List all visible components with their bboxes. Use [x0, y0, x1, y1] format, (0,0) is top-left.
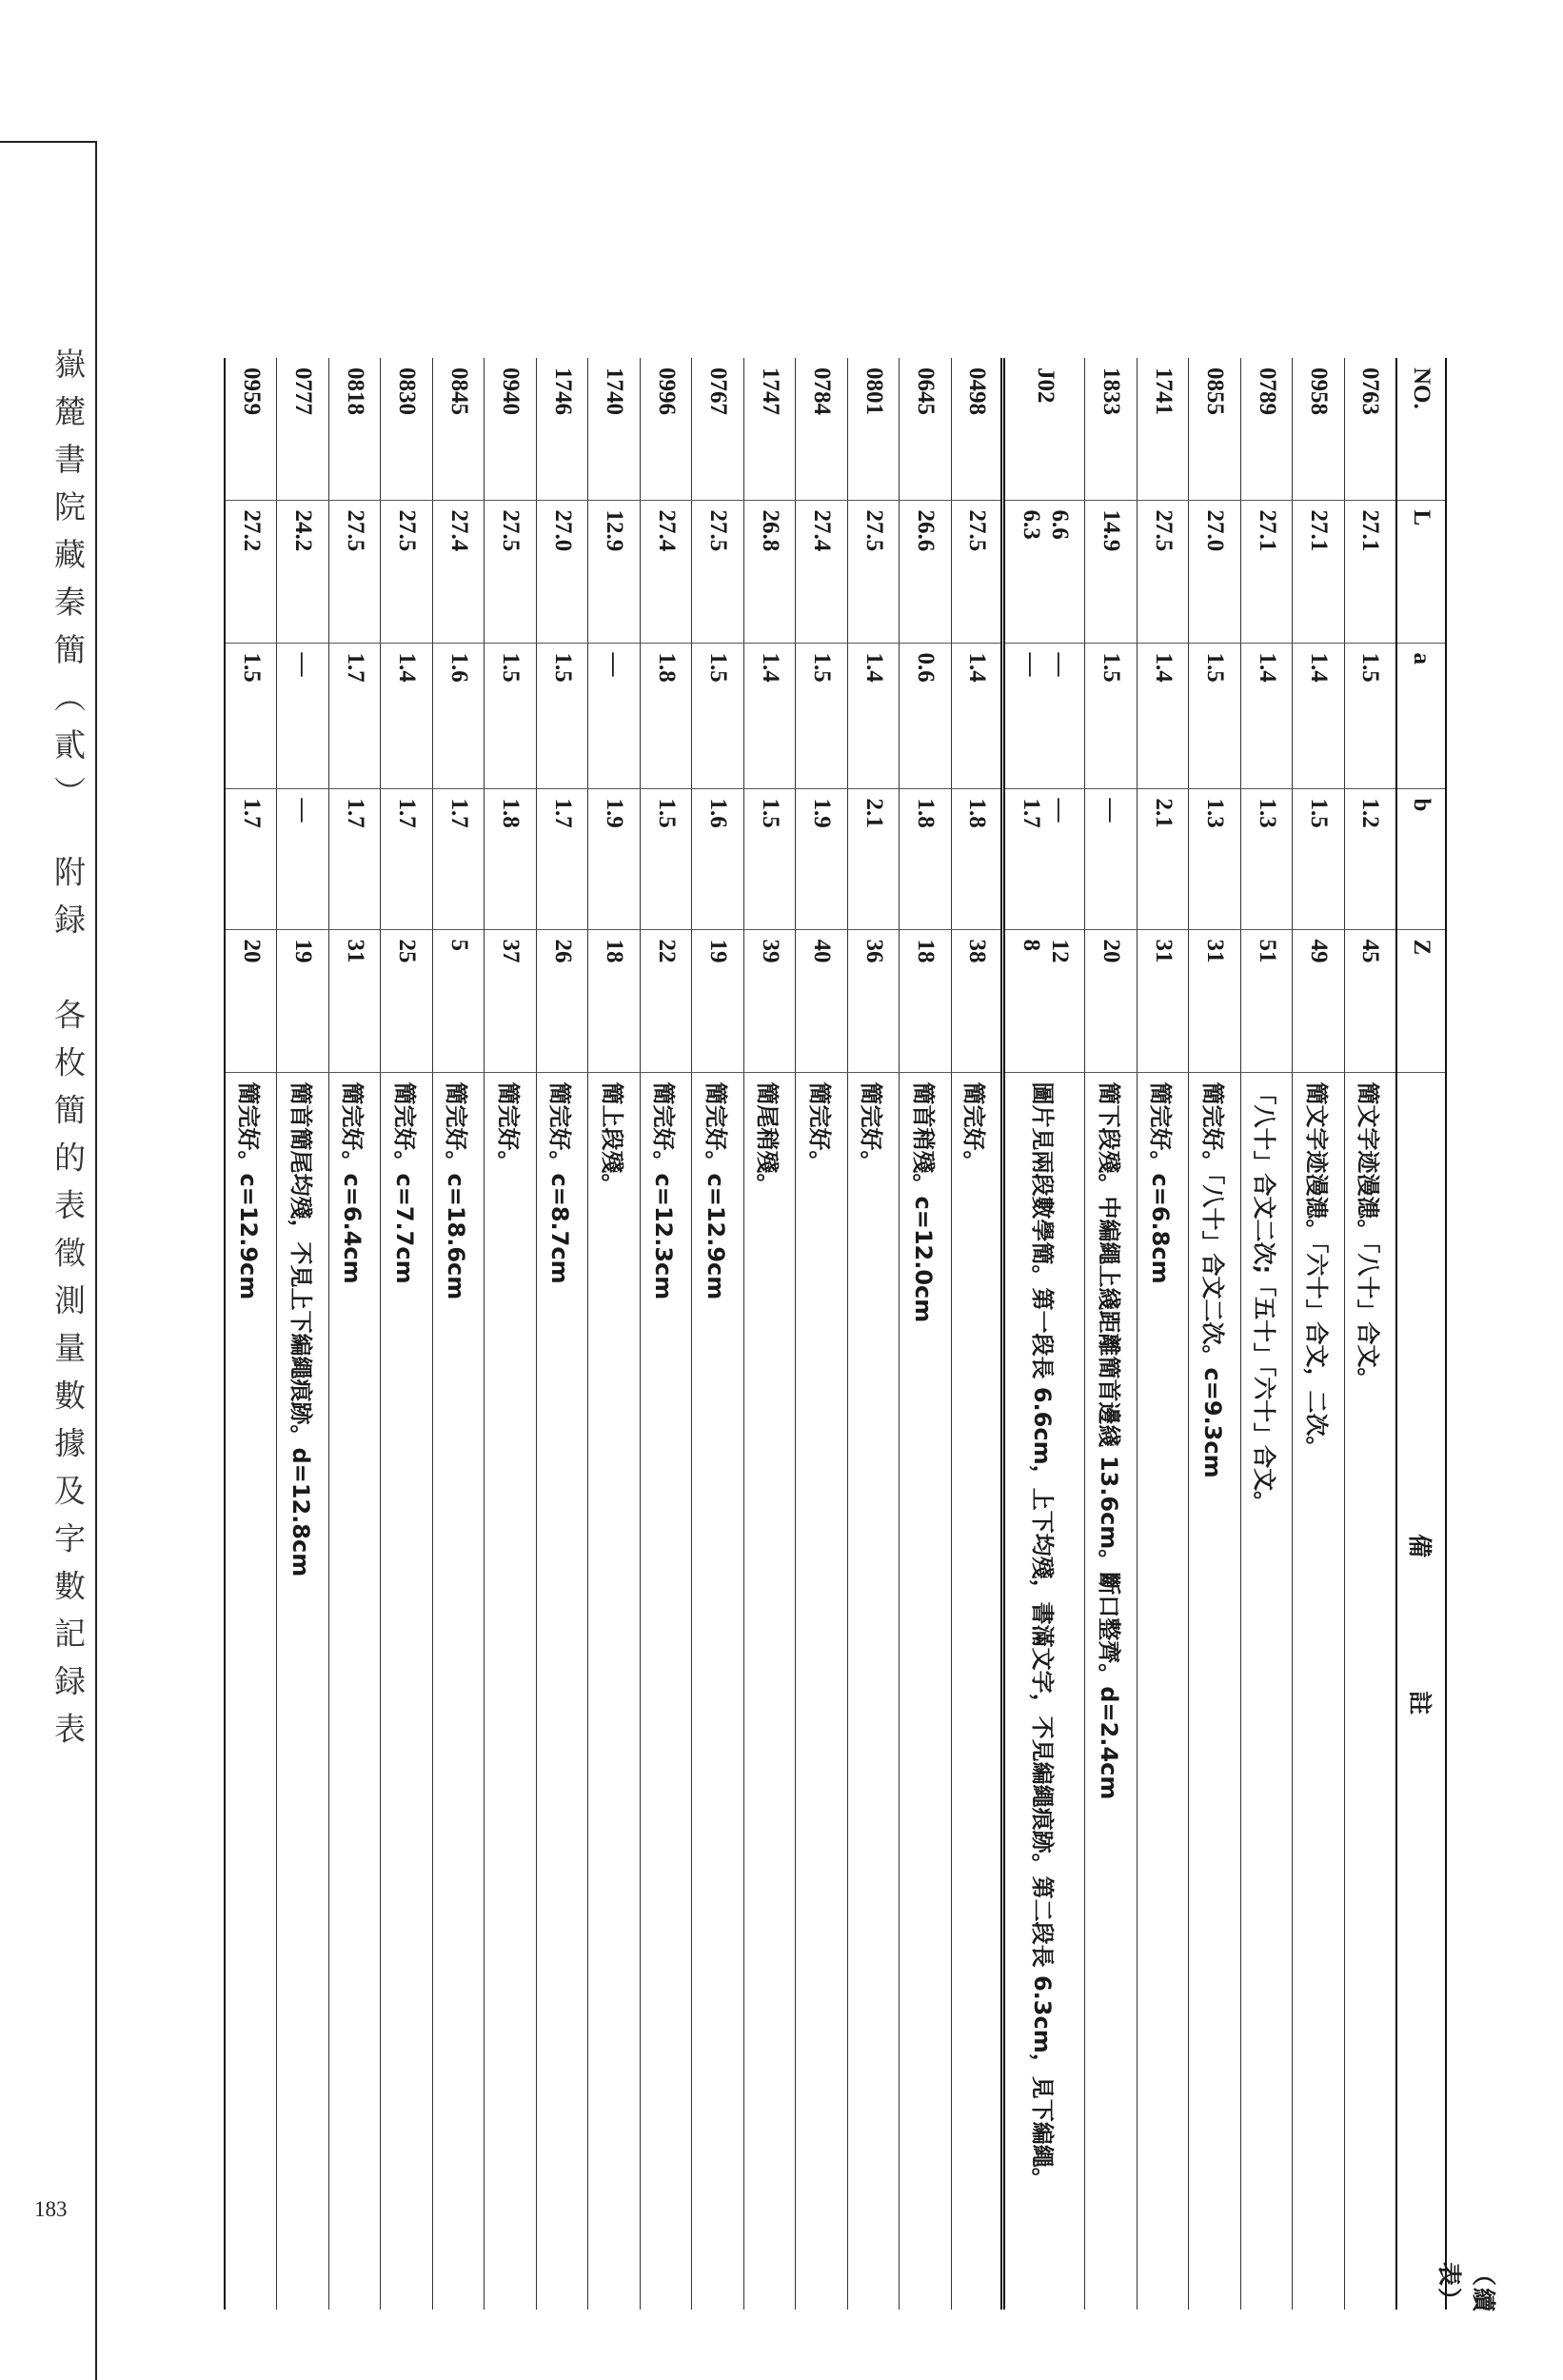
- cell-a-part2: —: [1019, 652, 1044, 677]
- cell-z: 49: [1293, 929, 1345, 1072]
- cell-b: 1.6: [692, 788, 744, 929]
- cell-z: 36: [848, 929, 900, 1072]
- cell-l: 27.4: [796, 500, 848, 643]
- cell-no: 0959: [239, 367, 265, 415]
- book-title: 嶽麓書院藏秦簡（貳）: [49, 347, 87, 808]
- cell-note: 簡尾稍殘。: [744, 1072, 797, 2310]
- cell-note: 簡完好。c=12.3cm: [641, 1072, 693, 2310]
- cell-a: 1.5: [226, 643, 278, 788]
- cell-z: 20: [1085, 929, 1138, 1072]
- cell-no: 1833: [1098, 367, 1125, 415]
- cell-z: 31: [1189, 929, 1241, 1072]
- cell-z: 22: [641, 929, 693, 1072]
- cell-z: 40: [796, 929, 848, 1072]
- cell-l: 27.0: [537, 500, 589, 643]
- cell-l: 27.1: [1241, 500, 1294, 643]
- cell-b: 1.3: [1241, 788, 1294, 929]
- cell-b: 1.7: [226, 788, 278, 929]
- table-row: [1138, 358, 1190, 2310]
- table-row: [1293, 358, 1345, 2310]
- cell-b: 1.3: [1189, 788, 1241, 929]
- cell-a: 1.5: [692, 643, 744, 788]
- measurement-table-container: [225, 358, 1495, 2314]
- cell-note: 簡首簡尾均殘，不見上下編繩痕跡。d=12.8cm: [277, 1072, 329, 2310]
- cell-no: 0498: [963, 367, 990, 415]
- cell-note: 簡首稍殘。c=12.0cm: [900, 1072, 952, 2310]
- cell-a: —: [277, 643, 329, 788]
- cell-note: 簡完好。: [485, 1072, 537, 2310]
- header-note: 備註: [1396, 1072, 1446, 2310]
- cell-l: 24.2: [277, 500, 329, 643]
- cell-b: 1.8: [900, 788, 952, 929]
- table-row: [900, 358, 952, 2310]
- cell-b: 1.9: [588, 788, 641, 929]
- table-row: [226, 358, 278, 2310]
- cell-no: 0789: [1254, 367, 1280, 415]
- header-b: b: [1396, 788, 1446, 929]
- cell-l: 12.9: [588, 500, 641, 643]
- cell-no: 0767: [705, 367, 732, 415]
- cell-a: 0.6: [900, 643, 952, 788]
- cell-note: 簡完好。: [796, 1072, 848, 2310]
- cell-no: 0818: [342, 367, 368, 415]
- cell-a: 1.6: [433, 643, 485, 788]
- cell-z: 31: [1138, 929, 1190, 1072]
- cell-no: 0645: [913, 367, 940, 415]
- cell-a: 1.4: [1138, 643, 1190, 788]
- cell-note: 簡完好。c=18.6cm: [433, 1072, 485, 2310]
- table-row: [848, 358, 900, 2310]
- table-row: [329, 358, 382, 2310]
- cell-b: 1.5: [1293, 788, 1345, 929]
- cell-a: 1.5: [1345, 643, 1397, 788]
- cell-a: 1.5: [1189, 643, 1241, 788]
- cell-b: 1.9: [796, 788, 848, 929]
- table-row: [1189, 358, 1241, 2310]
- cell-a: 1.4: [1241, 643, 1294, 788]
- table-row: [952, 358, 1004, 2310]
- table-row: [433, 358, 485, 2310]
- cell-l: 27.5: [692, 500, 744, 643]
- cell-no: J02: [1033, 367, 1058, 404]
- cell-b-part1: —: [1047, 798, 1073, 823]
- cell-note: 簡完好。c=12.9cm: [692, 1072, 744, 2310]
- cell-no: 0845: [445, 367, 472, 415]
- cell-no: 0784: [809, 367, 836, 415]
- page-number: 183: [34, 2197, 68, 2221]
- cell-l: [1003, 500, 1085, 643]
- cell-no: 1740: [602, 367, 628, 415]
- measurement-table: [225, 358, 1448, 2310]
- cell-z: [1003, 929, 1085, 1072]
- table-row: [1085, 358, 1138, 2310]
- continued-label: （續表）: [1435, 2262, 1495, 2314]
- cell-l: 27.0: [1189, 500, 1241, 643]
- cell-a-part1: —: [1047, 652, 1073, 677]
- cell-z: 39: [744, 929, 797, 1072]
- table-row: [277, 358, 329, 2310]
- cell-l: 27.5: [1138, 500, 1190, 643]
- cell-l: 27.1: [1345, 500, 1397, 643]
- cell-a: 1.5: [537, 643, 589, 788]
- margin-vertical-rule: [95, 141, 97, 2380]
- cell-a: 1.7: [329, 643, 382, 788]
- cell-z: 26: [537, 929, 589, 1072]
- cell-note: 簡完好。c=6.8cm: [1138, 1072, 1190, 2310]
- cell-no: 0855: [1202, 367, 1229, 415]
- cell-b: 2.1: [1138, 788, 1190, 929]
- cell-no: 0940: [498, 367, 524, 415]
- cell-b-part2: 1.7: [1019, 798, 1044, 828]
- cell-z: 18: [900, 929, 952, 1072]
- running-head: [46, 347, 90, 1760]
- cell-note: 簡完好。: [848, 1072, 900, 2310]
- cell-note: 簡完好。c=6.4cm: [329, 1072, 382, 2310]
- cell-a: 1.5: [485, 643, 537, 788]
- cell-l: 14.9: [1085, 500, 1138, 643]
- cell-z: 51: [1241, 929, 1294, 1072]
- cell-a: —: [588, 643, 641, 788]
- header-no: NO.: [1409, 367, 1434, 409]
- cell-z: 20: [226, 929, 278, 1072]
- cell-b: 1.8: [485, 788, 537, 929]
- table-row: [1345, 358, 1397, 2310]
- table-row: [1241, 358, 1294, 2310]
- cell-z: 37: [485, 929, 537, 1072]
- cell-l: 27.5: [485, 500, 537, 643]
- cell-b: 1.7: [381, 788, 433, 929]
- cell-z: 38: [952, 929, 1004, 1072]
- cell-a: 1.4: [952, 643, 1004, 788]
- cell-note: 「八十」合文二次;「五十」「六十」合文。: [1241, 1072, 1294, 2310]
- cell-no: 1746: [549, 367, 576, 415]
- cell-b: 1.8: [952, 788, 1004, 929]
- cell-note: 簡下段殘。中編繩上綫距離簡首邊綫 13.6cm。斷口整齊。d=2.4cm: [1085, 1072, 1138, 2310]
- cell-a: 1.4: [848, 643, 900, 788]
- cell-b: —: [277, 788, 329, 929]
- cell-l-part2: 6.3: [1019, 509, 1044, 540]
- cell-z: 19: [692, 929, 744, 1072]
- cell-z: 5: [433, 929, 485, 1072]
- cell-b: —: [1085, 788, 1138, 929]
- cell-l: 26.6: [900, 500, 952, 643]
- cell-note: 簡完好。「八十」合文二次。c=9.3cm: [1189, 1072, 1241, 2310]
- table-row: [537, 358, 589, 2310]
- cell-z: 31: [329, 929, 382, 1072]
- cell-l: 27.4: [433, 500, 485, 643]
- cell-b: 1.7: [329, 788, 382, 929]
- cell-b: 2.1: [848, 788, 900, 929]
- cell-l: 27.5: [952, 500, 1004, 643]
- table-header-row: [1396, 358, 1446, 2310]
- cell-b: 1.7: [433, 788, 485, 929]
- cell-z: 45: [1345, 929, 1397, 1072]
- header-l: L: [1396, 500, 1446, 643]
- cell-a: 1.5: [796, 643, 848, 788]
- cell-no: 1741: [1150, 367, 1177, 415]
- cell-l: 27.1: [1293, 500, 1345, 643]
- section-title: 各枚簡的表徵測量數據及字數記録表: [49, 998, 87, 1760]
- cell-b: 1.2: [1345, 788, 1397, 929]
- cell-note: 簡文字迹漫漶。「八十」合文。: [1345, 1072, 1397, 2310]
- cell-no: 0777: [290, 367, 317, 415]
- header-z: Z: [1396, 929, 1446, 1072]
- cell-note: 圖片見兩段數學簡。第一段長 6.6cm，上下均殘，書滿文字，不見編繩痕跡。第二段長 6.3cm，見下編繩。: [1003, 1072, 1085, 2310]
- cell-z: 19: [277, 929, 329, 1072]
- cell-b: 1.7: [537, 788, 589, 929]
- table-row: [381, 358, 433, 2310]
- appendix-label: 附録: [49, 855, 87, 951]
- cell-note: 簡完好。c=12.9cm: [226, 1072, 278, 2310]
- table-row: [692, 358, 744, 2310]
- cell-z-part2: 8: [1019, 939, 1044, 951]
- cell-note: 簡完好。c=7.7cm: [381, 1072, 433, 2310]
- table-row: [744, 358, 797, 2310]
- table-row: [641, 358, 693, 2310]
- cell-b: 1.5: [744, 788, 797, 929]
- cell-l: 27.2: [226, 500, 278, 643]
- table-row: [485, 358, 537, 2310]
- cell-a: 1.5: [1085, 643, 1138, 788]
- cell-z-part1: 12: [1047, 939, 1073, 963]
- cell-no: 0830: [394, 367, 421, 415]
- cell-b: 1.5: [641, 788, 693, 929]
- table-row: [588, 358, 641, 2310]
- cell-l: 26.8: [744, 500, 797, 643]
- cell-note: 簡上段殘。: [588, 1072, 641, 2310]
- cell-a: [1003, 643, 1085, 788]
- cell-a: 1.8: [641, 643, 693, 788]
- cell-z: 25: [381, 929, 433, 1072]
- cell-l: 27.4: [641, 500, 693, 643]
- cell-a: 1.4: [744, 643, 797, 788]
- table-row: [796, 358, 848, 2310]
- cell-note: 簡文字迹漫漶。「六十」合文，二次。: [1293, 1072, 1345, 2310]
- cell-l: 27.5: [381, 500, 433, 643]
- cell-no: 1747: [757, 367, 783, 415]
- cell-no: 0996: [653, 367, 680, 415]
- cell-a: 1.4: [1293, 643, 1345, 788]
- cell-a: 1.4: [381, 643, 433, 788]
- cell-l: 27.5: [329, 500, 382, 643]
- header-a: a: [1396, 643, 1446, 788]
- margin-top-rule: [0, 141, 97, 143]
- table-row: [1003, 358, 1085, 2310]
- cell-l: 27.5: [848, 500, 900, 643]
- cell-l-part1: 6.6: [1047, 509, 1073, 540]
- cell-z: 18: [588, 929, 641, 1072]
- cell-no: 0801: [861, 367, 887, 415]
- cell-note: 簡完好。: [952, 1072, 1004, 2310]
- cell-b: [1003, 788, 1085, 929]
- cell-note: 簡完好。c=8.7cm: [537, 1072, 589, 2310]
- cell-no: 0763: [1357, 367, 1384, 415]
- cell-no: 0958: [1306, 367, 1333, 415]
